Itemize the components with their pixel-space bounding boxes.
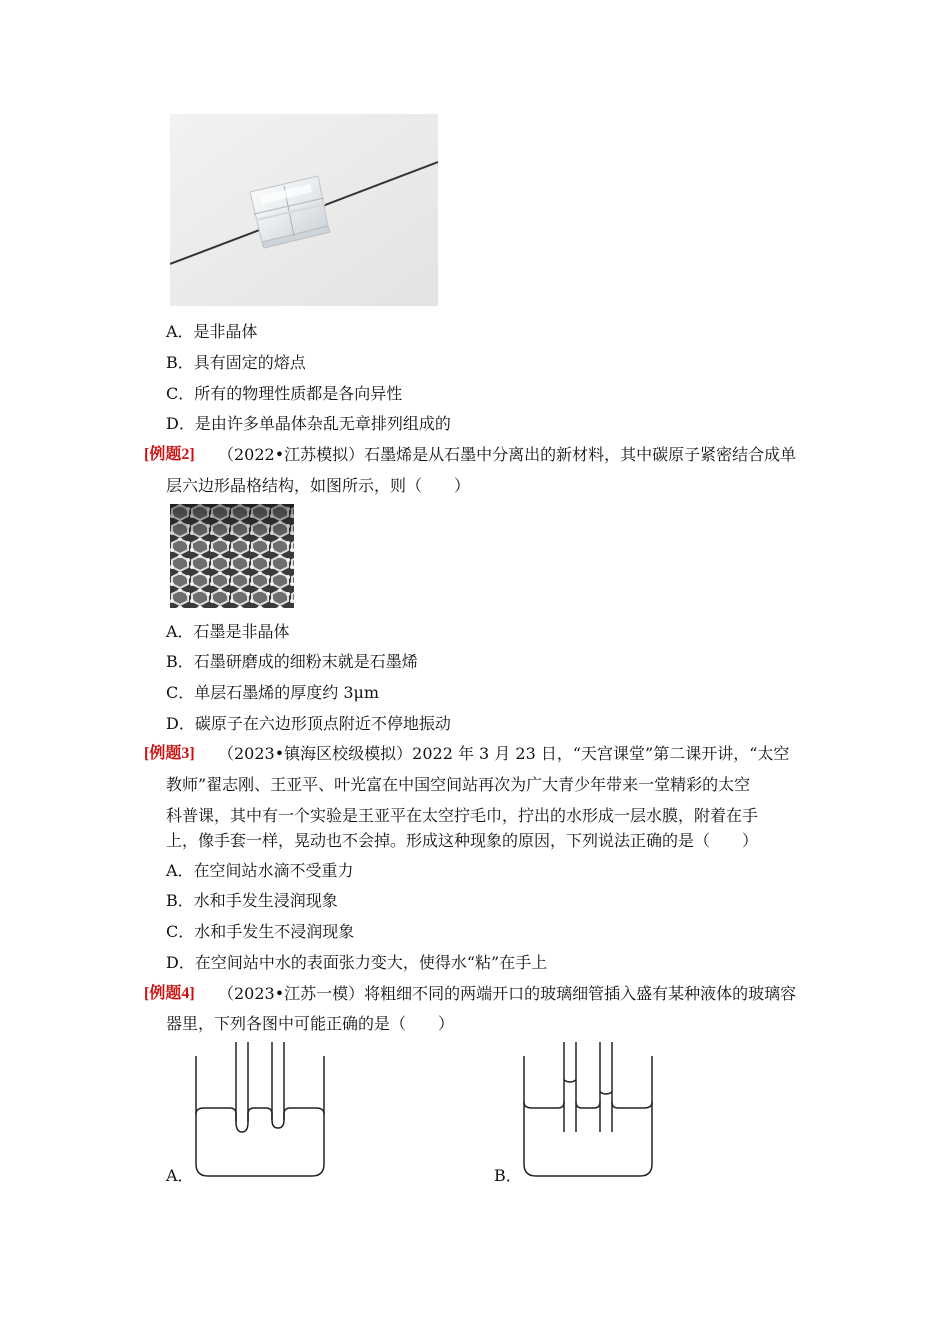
q4-figure-a-label: A． bbox=[166, 1166, 194, 1185]
q1-option-c: C．所有的物理性质都是各向异性 bbox=[166, 384, 403, 403]
q3-stem-line-1: （2023•镇海区校级模拟）2022 年 3 月 23 日，“天宫课堂”第二课开讲，“太空 bbox=[218, 744, 790, 763]
q4-stem-line-2: 器里，下列各图中可能正确的是（ ） bbox=[166, 1014, 455, 1033]
q2-option-c: C．单层石墨烯的厚度约 3μm bbox=[166, 683, 380, 702]
q3-option-a: A．在空间站水滴不受重力 bbox=[166, 861, 354, 880]
q3-stem-line-3: 科普课，其中有一个实验是王亚平在太空拧毛巾，拧出的水形成一层水膜，附着在手 bbox=[166, 806, 759, 825]
q3-option-d: D．在空间站中水的表面张力变大，使得水“粘”在手上 bbox=[166, 953, 548, 972]
q2-stem-line-1: （2022•江苏模拟）石墨烯是从石墨中分离出的新材料，其中碳原子紧密结合成单 bbox=[218, 445, 797, 464]
q2-option-b: B．石墨研磨成的细粉末就是石墨烯 bbox=[166, 652, 418, 671]
crystal-photo bbox=[170, 114, 438, 306]
q3-option-c: C．水和手发生不浸润现象 bbox=[166, 922, 355, 941]
q4-tag: [例题4] bbox=[144, 985, 195, 1002]
graphene-lattice-photo bbox=[170, 504, 294, 608]
q1-option-b: B．具有固定的熔点 bbox=[166, 353, 306, 372]
q3-option-b: B．水和手发生浸润现象 bbox=[166, 891, 338, 910]
q2-option-d: D．碳原子在六边形顶点附近不停地振动 bbox=[166, 714, 451, 733]
q3-tag: [例题3] bbox=[144, 745, 195, 762]
q4-capillary-diagram-a bbox=[190, 1040, 330, 1180]
q2-option-a: A．石墨是非晶体 bbox=[166, 622, 290, 641]
q2-tag: [例题2] bbox=[144, 446, 195, 463]
q2-stem-line-2: 层六边形晶格结构，如图所示，则（ ） bbox=[166, 476, 471, 495]
q4-stem-line-1: （2023•江苏一模）将粗细不同的两端开口的玻璃细管插入盛有某种液体的玻璃容 bbox=[218, 984, 797, 1003]
q4-capillary-diagram-b bbox=[518, 1040, 658, 1180]
q4-figure-b-label: B． bbox=[494, 1166, 522, 1185]
q3-stem-line-2: 教师”翟志刚、王亚平、叶光富在中国空间站再次为广大青少年带来一堂精彩的太空 bbox=[166, 775, 751, 794]
q1-option-d: D．是由许多单晶体杂乱无章排列组成的 bbox=[166, 414, 451, 433]
q3-stem-line-4: 上，像手套一样，晃动也不会掉。形成这种现象的原因，下列说法正确的是（ ） bbox=[166, 831, 759, 850]
q1-option-a: A．是非晶体 bbox=[166, 322, 258, 341]
